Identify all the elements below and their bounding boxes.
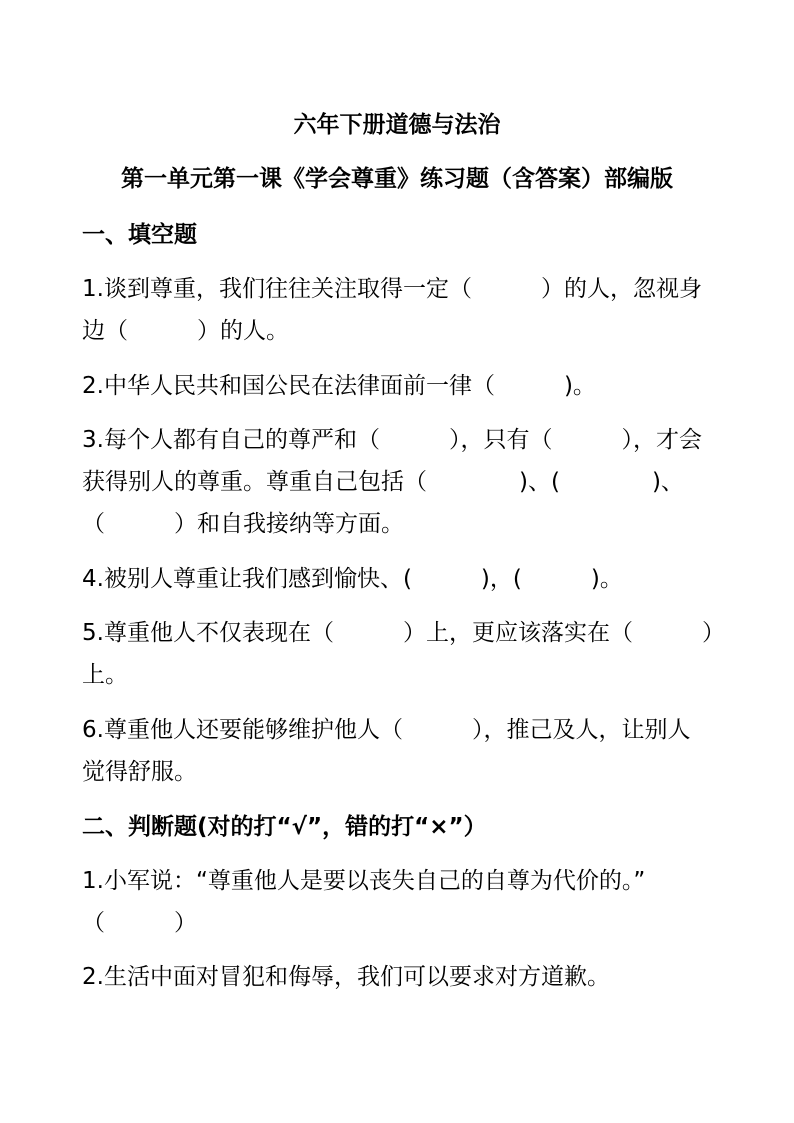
document-subtitle: 第一单元第一课《学会尊重》练习题（含答案）部编版 bbox=[121, 166, 673, 192]
document-title: 六年下册道德与法治 bbox=[293, 112, 501, 138]
question-line: 边（ ）的人。 bbox=[82, 318, 289, 344]
question-line: 5.尊重他人不仅表现在（ ）上，更应该落实在（ ） bbox=[82, 620, 725, 646]
question-line: 获得别人的尊重。尊重自己包括（ )、( )、 bbox=[82, 469, 684, 495]
section-heading-true-false: 二、判断题(对的打“√”，错的打“×”） bbox=[82, 814, 487, 840]
question-line: 4.被别人尊重让我们感到愉快、( )，( )。 bbox=[82, 566, 623, 592]
question-line: 1.谈到尊重，我们往往关注取得一定（ ）的人，忽视身 bbox=[82, 276, 702, 302]
section-heading-fill-in: 一、填空题 bbox=[82, 222, 197, 248]
question-line: 1.小军说：“尊重他人是要以丧失自己的自尊为代价的。” bbox=[82, 868, 646, 894]
question-line: （ ）和自我接纳等方面。 bbox=[82, 511, 404, 537]
question-line: 觉得舒服。 bbox=[82, 759, 197, 785]
question-line: 2.生活中面对冒犯和侮辱，我们可以要求对方道歉。 bbox=[82, 964, 610, 990]
question-line: 3.每个人都有自己的尊严和（ ），只有（ ），才会 bbox=[82, 427, 702, 453]
question-line: 2.中华人民共和国公民在法律面前一律（ )。 bbox=[82, 373, 596, 399]
question-line: 上。 bbox=[82, 662, 128, 688]
question-line: （ ） bbox=[82, 910, 197, 936]
question-line: 6.尊重他人还要能够维护他人（ ），推己及人，让别人 bbox=[82, 717, 691, 743]
